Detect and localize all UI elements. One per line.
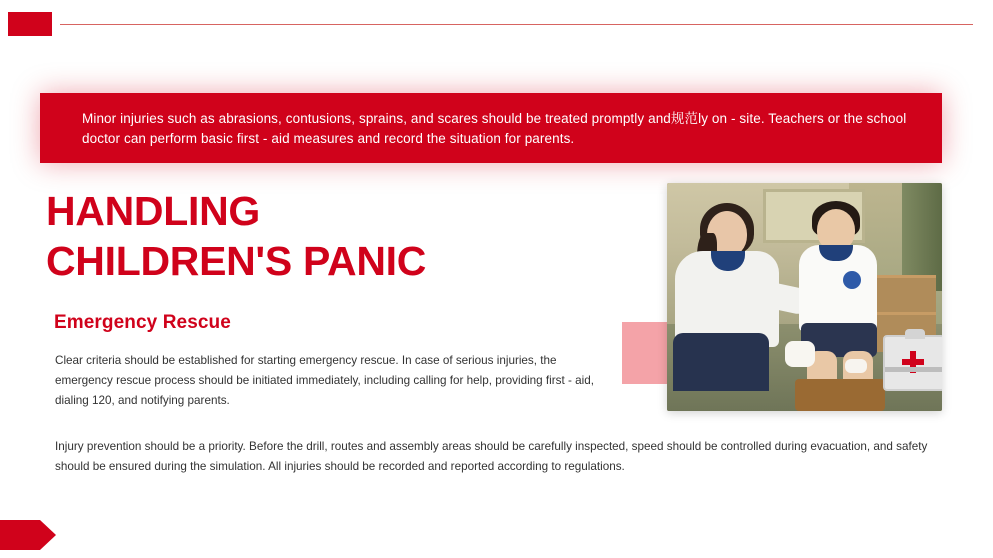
child-knee-bandage (845, 359, 867, 373)
gauze-in-hand (785, 341, 815, 367)
body-paragraph-2: Injury prevention should be a priority. Before the drill, routes and assembly areas should be carefully inspected, speed should be controlled during evacuation, and safety should be ensured during the simulation. All injuries should be recorded and reported according to regulations. (55, 440, 928, 473)
teacher-skirt (673, 333, 769, 391)
top-divider-line (60, 24, 973, 25)
page-title (46, 186, 666, 286)
first-aid-kit-icon (883, 335, 942, 391)
photo-scene (667, 183, 942, 411)
top-left-red-tab (8, 12, 52, 36)
first-aid-kit-band (885, 367, 942, 372)
child-uniform-badge-icon (843, 271, 861, 289)
page-title-line-2: CHILDREN'S PANIC (46, 238, 427, 284)
page-title-line-1: HANDLING (46, 188, 260, 234)
body-paragraph-1: Clear criteria should be established for starting emergency rescue. In case of serious injuries, the emergency rescue process should be initiated immediately, including calling for help, providing first - aid, dialing 120, and notifying parents. (55, 354, 594, 407)
wooden-chair (795, 379, 885, 411)
bottom-left-arrow-shape (0, 520, 56, 550)
classroom-first-aid-photo (667, 183, 942, 411)
first-aid-cross-horizontal (902, 359, 924, 365)
section-subheading: Emergency Rescue (54, 312, 231, 333)
callout-banner (40, 93, 942, 163)
callout-text: Minor injuries such as abrasions, contusions, sprains, and scares should be treated promptly and规范ly on - site. Teachers or the school doctor can perform basic first - aid measures and record the situation for parents. (82, 111, 907, 146)
